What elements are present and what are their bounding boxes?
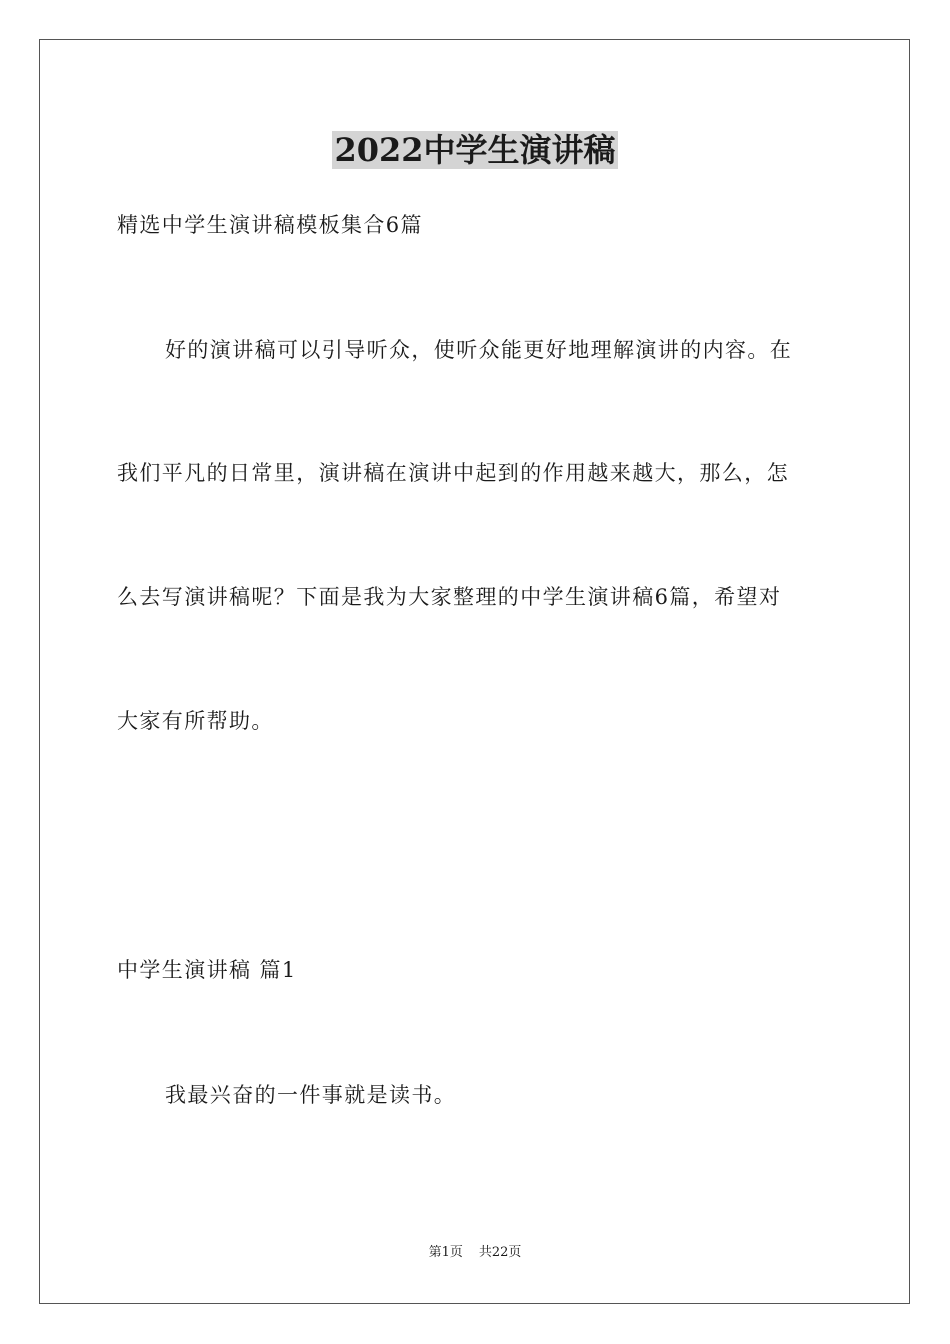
total-pages-label: 共22页	[478, 1245, 522, 1260]
section-heading: 中学生演讲稿 篇1	[117, 958, 297, 982]
intro-line-3: 么去写演讲稿呢？下面是我为大家整理的中学生演讲稿6篇，希望对	[117, 585, 782, 609]
section-first-line: 我最兴奋的一件事就是读书。	[165, 1083, 457, 1107]
current-page-label: 第1页	[428, 1245, 463, 1260]
intro-line-2: 我们平凡的日常里，演讲稿在演讲中起到的作用越来越大，那么，怎	[117, 461, 789, 485]
document-title	[0, 128, 950, 172]
intro-line-4: 大家有所帮助。	[117, 709, 274, 733]
document-subtitle: 精选中学生演讲稿模板集合6篇	[117, 213, 423, 237]
page-footer	[0, 1244, 950, 1262]
document-title-text: 2022中学生演讲稿	[334, 131, 616, 169]
intro-line-1: 好的演讲稿可以引导听众，使听众能更好地理解演讲的内容。在	[165, 338, 793, 362]
